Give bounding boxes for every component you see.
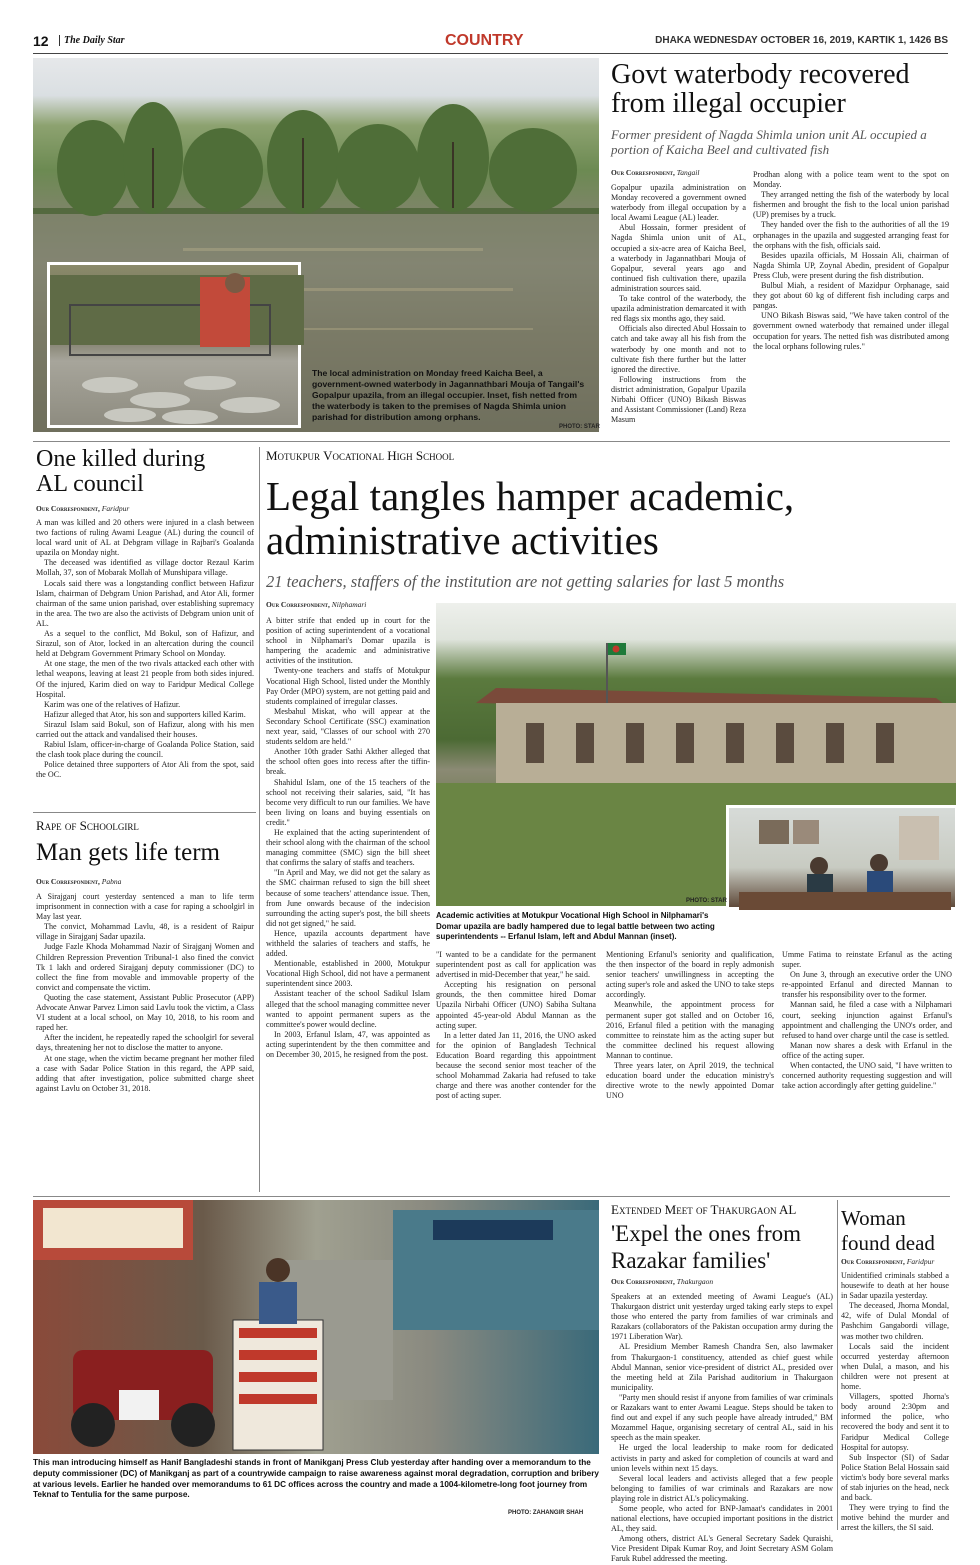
story4-subhead: 21 teachers, staffers of the institution are not getting salaries for last 5 months [266,572,785,591]
paragraph: Bulbul Miah, a resident of Mazidpur Orphanage, said they got about 60 kg of different fish including carps and pangas. [753,281,949,311]
paragraph: At one stage, the men of the two rivals attacked each other with lethal weapons, leaving at least 21 people from both sides injured. Of the injured, Karim died on way to Faridpur Medical College Hospital. [36,659,254,699]
paragraph: Quoting the case statement, Assistant Public Prosecutor (APP) Advocate Anwar Parvez Limon said Lavlu took the victim, a Class VI student at a local school, on May 10, 2018, to his room and raped her. [36,992,254,1033]
byline-location: Pabna [101,877,122,886]
paragraph: Rabiul Islam, officer-in-charge of Goalanda Police Station, said the clash took place during the council. [36,740,254,760]
paragraph: In a letter dated Jan 11, 2016, the UNO asked for the opinion of Bangladesh Technical Education Board regarding this appointment because the second senior most teacher of the school Mohammad Zakaria had refused to take charge and there was another contender for the post of acting super. [436,1030,596,1101]
byline-text: Our Correspondent [36,877,99,886]
paper-name: The Daily Star [59,35,125,46]
paragraph: Accepting his resignation on personal grounds, the then committee hired Domar Upazila Nirbahi Officer (UNO) Sabiha Sultana appointed 45-year-old Abdul Mannan as the acting super. [436,980,596,1030]
paragraph: Speakers at an extended meeting of Awami League's (AL) Thakurgaon district unit yesterday urged taking early steps to expel those who entered the party from families of war criminals and Razakars (collaborators of the Pakistan occupation army during the 1971 Liberation War). [611,1292,833,1342]
story4-body-col2 [436,950,596,1192]
divider-top [33,441,950,442]
paragraph: Sirazul Islam said Bokul, son of Hafizur, along with his men carried out the attack and vandalised their houses. [36,719,254,739]
byline-text: Our Correspondent [611,168,674,177]
paragraph: To take control of the waterbody, the upazila administration demarcated it with red flags six months ago, they said. [611,294,746,324]
page-number: 12 [33,33,49,49]
paragraph: A Sirajganj court yesterday sentenced a man to life term imprisonment in connection with a case for raping a schoolgirl in May last year. [36,892,254,922]
story5-photo-credit: PHOTO: ZAHANGIR SHAH [508,1510,584,1516]
paragraph: Gopalpur upazila administration on Monday recovered a government owned waterbody from illegal occupation by a local Awami League (AL) leader. [611,183,746,223]
story3-kicker: Rape of Schoolgirl [36,818,139,833]
paragraph: The deceased was identified as village doctor Rezaul Karim Mollah, 37, son of Mobarak Mollah of Munshipara village. [36,558,254,578]
paragraph: The deceased, Jhorna Mondal, 42, wife of Dulal Mondal of Pashchim Gangabordi village, was mother two children. [841,1301,949,1341]
paragraph: Umme Fatima to reinstate Erfanul as the acting super. [782,950,952,970]
paragraph: Mannan said, he filed a case with a Nilphamari court, seeking injunction against Erfanul's appointment and challenging the UNO's order, and refused to hand over charge until the case is settled. [782,1000,952,1040]
story6-headline: 'Expel the ones from Razakar families' [611,1221,802,1273]
story2-byline: Our Correspondent, Faridpur [36,504,130,513]
byline-location: Faridpur [101,504,130,513]
paragraph: Judge Fazle Khoda Mohammad Nazir of Sirajganj Women and Children Repression Prevention Tribunal-1 also fined the convict Tk 1 lakh and ordered Sirajganj deputy commissioner (DC) to collect the fine from movable and immovable property of the convict and compensate the victim. [36,942,254,992]
story4-photo-credit: PHOTO: STAR [686,898,727,904]
story1-body-col1 [611,183,746,433]
paragraph: Mentionable, established in 2000, Motukpur Vocational High School, did not have a permanent superintendent since 2003. [266,959,430,989]
paragraph: Prodhan along with a police team went to the spot on Monday. [753,170,949,190]
story7-byline: Our Correspondent, Faridpur [841,1257,935,1266]
story4-caption: Academic activities at Motukpur Vocational High School in Nilphamari's Domar upazila are badly hampered due to legal battle between two acting superintendents -- Erfanul Islam, left and Abdul Mannan (inset). [436,911,715,941]
press-club-photo [33,1200,599,1454]
story6-kicker: Extended Meet of Thakurgaon AL [611,1202,797,1217]
paragraph: A bitter strife that ended up in court for the position of acting superintendent of a vocational school in Nilphamari's Domar upazila is hampering the academic and administrative activities of the institution. [266,616,430,666]
byline-location: Thakurgaon [676,1277,714,1286]
divider-bottom [33,1196,950,1197]
story6-body [611,1292,833,1564]
paragraph: "Party men should resist if anyone from families of war criminals or Razakars want to enter Awami League. Steps should be taken to find out and expel if any such people have already intruded," BM Mozammel Haque, organising secretary of central AL, said in his speech as the main speaker. [611,1392,833,1443]
story1-headline: Govt waterbody recovered from illegal occupier [611,59,910,120]
paragraph: Several local leaders and activists alleged that a few people belonging to families of war criminals and Razakars are now playing role in district AL's policymaking. [611,1473,833,1503]
story1-photo-credit: PHOTO: STAR [559,424,600,430]
byline-location: Tangail [676,168,700,177]
paragraph: Assistant teacher of the school Sadikul Islam alleged that the school managing committee never wanted to appoint permanent supers as the committee's power would decline. [266,989,430,1029]
section-title: COUNTRY [445,32,524,49]
story2-body [36,518,254,808]
paragraph: Locals said there was a longstanding conflict between Hafizur Islam, chairman of Debgram Union Parishad, and Ator Ali, former chairman of the same union parishad, over establishing supremacy in the area. The two are also the activists of Debgram union unit of AL. [36,578,254,628]
story6-byline: Our Correspondent, Thakurgaon [611,1277,714,1286]
paragraph: A man was killed and 20 others were injured in a clash between two factions of ruling Awami League (AL) during the council of local ward unit of AL at Debgram village in Rajbari's Goalanda upazila on Monday night. [36,518,254,558]
story1-caption: The local administration on Monday freed Kaicha Beel, a government-owned waterbody in Jagannathbari Mouja of Tangail's Gopalpur upazila, from an illegal occupier. Inset, fish netted from the waterbody is taken to the premises of Nagda Shimla union parishad for distribution among orphans. [312,368,585,422]
paragraph: Three years later, on April 2019, the technical education board under the education ministry's directive wrote to the newly appointed Domar UNO [606,1061,774,1101]
paragraph: Besides upazila officials, M Hossain Ali, chairman of Nagda Shimla UP, Zoynal Abedin, president of Gopalpur Press Club, were present during the fish distribution. [753,250,949,280]
story4-byline: Our Correspondent, Nilphamari [266,600,367,609]
byline-text: Our Correspondent [611,1277,674,1286]
paragraph: AL Presidium Member Ramesh Chandra Sen, also lawmaker from Thakurgaon-1 constituency, attended as chief guest while Abdul Mannan, senior vice-president of district AL, presided over the meeting held at Zila Parishad auditorium in Thakurgaon municipality. [611,1342,833,1392]
paragraph: Among others, district AL's General Secretary Sadek Quraishi, Vice President Dipak Kumar Roy, and Joint Secretary ASM Golam Faruk Rubel addressed the meeting. [611,1534,833,1564]
fish-scene [50,265,304,431]
paragraph: At one stage, when the victim became pregnant her mother filed a case with Sadar Police Station in this regard, the APP said, adding that after investigation, police submitted charge sheet against Lavlu on October 31, 2018. [36,1053,254,1093]
story4-body-col1 [266,616,430,1192]
paragraph: They handed over the fish to the authorities of all the 19 orphanages in the upazila and suggested arranging feast for the orphans with the fish, officials said. [753,220,949,250]
story4-body-col4 [782,950,952,1192]
paragraph: Another 10th grader Sathi Akther alleged that the school often goes into recess after the tiffin-break. [266,747,430,777]
story1-subhead: Former president of Nagda Shimla union unit AL occupied a portion of Kaicha Beel and cultivated fish [611,127,927,157]
date-line: DHAKA WEDNESDAY OCTOBER 16, 2019, KARTIK 1, 1426 BS [655,35,948,46]
office-inset-photo [726,805,958,910]
paragraph: They were trying to find the motive behind the murder and arrest the killers, the SI said. [841,1503,949,1533]
divider-left-mid [33,812,256,813]
story7-headline: Woman found dead [841,1206,935,1255]
story4-body-col3 [606,950,774,1192]
divider-vertical-right [837,1200,838,1530]
paragraph: On June 3, through an executive order the UNO re-appointed Erfanul and directed Mannan to transfer his responsibility over to the former. [782,970,952,1000]
story7-body [841,1271,949,1533]
paragraph: Officials also directed Abul Hossain to catch and take away all his fish from the waterbody by one month and not to cultivate fish there further but the latter ignored the directive. [611,324,746,374]
paragraph: Shahidul Islam, one of the 15 teachers of the school not receiving their salaries, said, "It has become very difficult to run our families. We have been living on loans and buying essentials on credit." [266,777,430,827]
story3-byline: Our Correspondent, Pabna [36,877,122,886]
paragraph: Karim was one of the relatives of Hafizur. [44,699,181,709]
paragraph: Sub Inspector (SI) of Sadar Police Station Belal Hossain said victim's body bore several marks of stab injuries on the head, neck and back. [841,1452,949,1503]
paragraph: Mentioning Erfanul's seniority and qualification, the then inspector of the board in reply admonish senior teachers' unwillingness in accepting the acting super's role and asked the UNO to take steps accordingly. [606,950,774,1000]
paragraph: As a sequel to the conflict, Md Bokul, son of Hafizur, and Sirazul, son of Ator, locked in an altercation during the council held at Debgram Government Primary School on Monday. [36,629,254,659]
story4-kicker: Motukpur Vocational High School [266,448,455,463]
story1-byline: Our Correspondent, Tangail [611,168,700,177]
paragraph: He explained that the acting superintendent of their school along with the chairman of the school managing committee (SMC) sign the bill sheet that confirms the salary of staffs and teachers. [266,827,430,868]
fish-inset-photo [47,262,301,428]
paragraph: Twenty-one teachers and staffs of Motukpur Vocational High School, listed under the Monthly Pay Order (MPO) system, are not getting paid and students complained of irregular classes. [266,666,430,706]
paragraph: "I wanted to be a candidate for the permanent superintendent post as call for application was advertised in mid-December that year," he said. [436,950,596,980]
paragraph: Following instructions from the district administration, Gopalpur Upazila Nirbahi Officer (UNO) Bikash Biswas and Assistant Commissioner (Land) Reza Masum [611,374,746,425]
paragraph: Locals said the incident occurred yesterday afternoon when Dulal, a mason, and his children were not present at home. [841,1341,949,1392]
paragraph: Villagers, spotted Jhorna's body around 2:30pm and informed the police, who recovered the body and sent it to Faridpur Medical College Hospital for autopsy. [841,1392,949,1452]
paragraph: In 2003, Erfanul Islam, 47, was appointed as acting superintendent by the then committee and on December 30, 2015, he resigned from the post. [266,1029,430,1060]
paragraph: Abul Hossain, former president of Nagda Shimla union unit of AL, occupied a six-acre area of Kaicha Beel, a waterbody in Jagannathbari Mouja of Gopalpur, several years ago and continued fish cultivation there, upazila administration sources said. [611,223,746,293]
paragraph: The convict, Mohammad Lavlu, 48, is a resident of Raipur village in Sirajganj Sadar upazila. [36,922,254,942]
paragraph: After the incident, he repeatedly raped the schoolgirl for several days, threatening her not to disclose the matter to anyone. [36,1033,254,1053]
office-scene [729,808,961,913]
story4-headline: Legal tangles hamper academic, administrative activities [266,473,795,563]
paragraph: He urged the local leadership to make room for dedicated activists in party and asked for completion of councils at ward and union levels within next 15 days. [611,1443,833,1473]
paragraph: Hence, upazila accounts department have withheld the salaries of teachers and staffs, he added. [266,928,430,959]
byline-text: Our Correspondent [36,504,99,513]
byline-location: Faridpur [906,1257,935,1266]
byline-text: Our Correspondent [266,600,329,609]
paragraph: Hafizur alleged that Ator, his son and supporters killed Karim. [44,709,246,719]
divider-vertical-left [259,447,260,1192]
street-scene [33,1200,599,1454]
paragraph: Meanwhile, the appointment process for permanent super got stalled and on October 16, 2016, Erfanul filed a petition with the managing committee to reinstate him as the acting super but the committee declined his request allowing Mannan to continue. [606,1000,774,1060]
byline-location: Nilphamari [331,600,367,609]
story3-headline: Man gets life term [36,839,220,866]
story5-caption: This man introducing himself as Hanif Bangladeshi stands in front of Manikganj Press Club yesterday after handing over a memorandum to the deputy commissioner (DC) of Manikganj as part of a countrywide campaign to raise awareness against moral degradation, corruption and bribery at various levels. Earlier he handed over memorandums to 61 DC offices across the country and made a 1004-kilometre-long foot journey from Teknaf to Tentulia for the same purpose. [33,1458,599,1500]
story1-body-col2 [753,170,949,432]
byline-text: Our Correspondent [841,1257,904,1266]
paragraph: Unidentified criminals stabbed a housewife to death at her house in Sadar upazila yesterday. [841,1271,949,1301]
paragraph: Manan now shares a desk with Erfanul in the office of the acting super. [782,1040,952,1060]
paragraph: They arranged netting the fish of the waterbody by local fishermen and brought the fish to the local union parishad (UP) premises by a truck. [753,190,949,220]
paragraph: Mesbahul Miskat, who will appear at the Secondary School Certificate (SSC) examination next year, said, "Classes of our school with 270 students seldom are held." [266,706,430,747]
paragraph: Police detained three supporters of Ator Ali from the spot, said the OC. [36,760,254,780]
paragraph: When contacted, the UNO said, "I have written to concerned authority requesting suggestion and will take action accordingly after getting guideline." [782,1061,952,1091]
paragraph: "In April and May, we did not get the salary as the SMC chairman refused to sign the bill sheet because of some teachers' attendance issue. Then, from June onwards because of the indecision surrounding the acting super's post, the bill sheets did not get signed," he said. [266,868,430,928]
paragraph: Some people, who acted for BNP-Jamaat's candidates in 2001 national elections, have occupied important positions in the district AL, they said. [611,1503,833,1534]
page-header [33,30,948,54]
story3-body [36,892,254,1192]
paragraph: UNO Bikash Biswas said, "We have taken control of the government owned waterbody that remained under illegal occupation for years. The netted fish was distributed among the local orphans following rules." [753,311,949,351]
story2-headline: One killed during AL council [36,446,206,497]
